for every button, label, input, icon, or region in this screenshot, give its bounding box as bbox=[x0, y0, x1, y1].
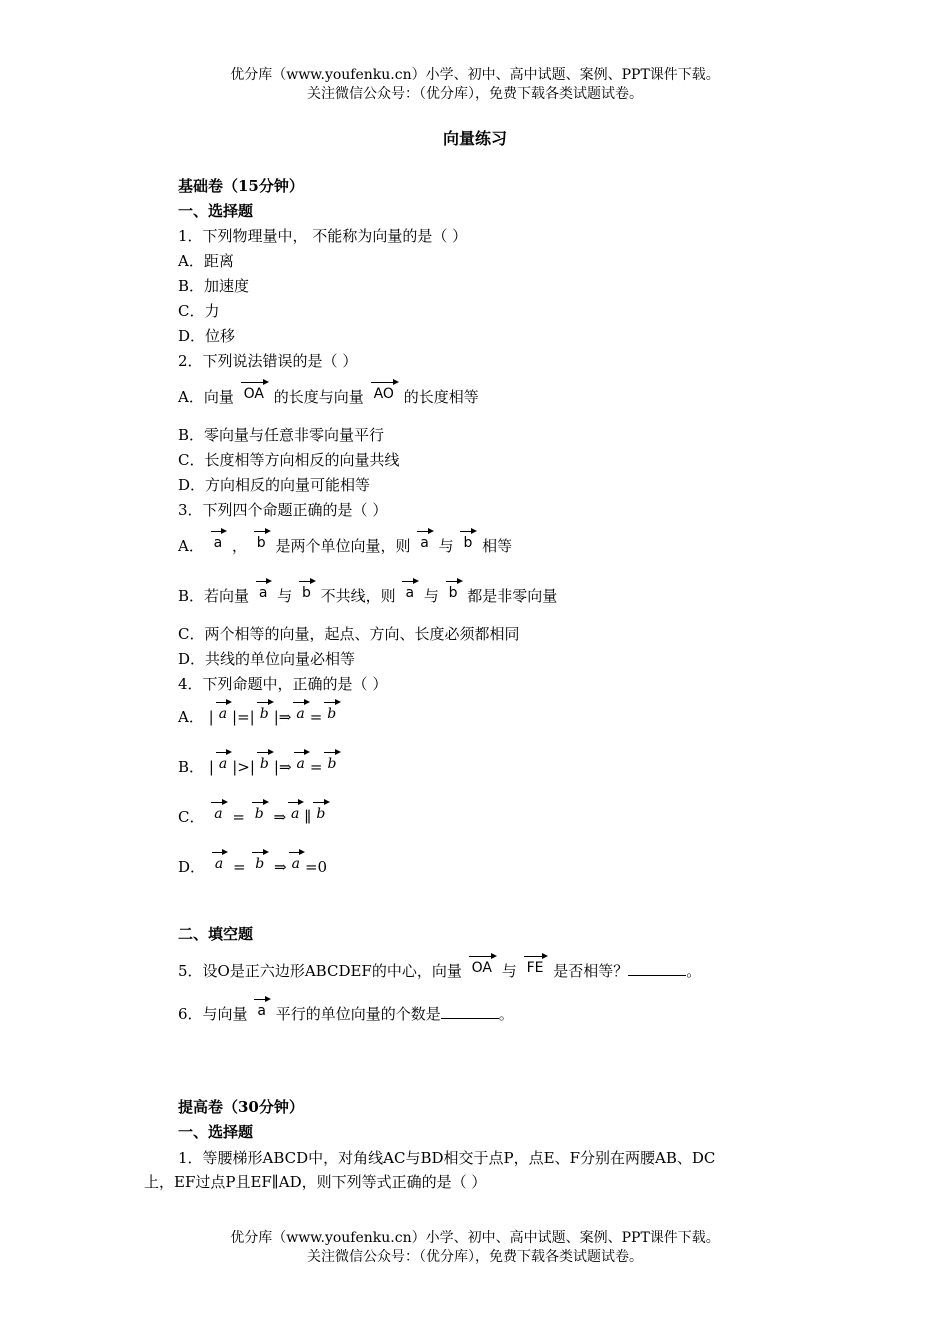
q5-pre: 5．设O是正六边形ABCDEF的中心，向量 bbox=[178, 962, 462, 980]
math-symbol: |⇒ bbox=[273, 708, 292, 726]
q5 bbox=[178, 960, 701, 981]
vector-b: b bbox=[257, 756, 272, 772]
math-symbol: ∥ bbox=[304, 808, 312, 826]
q2-a-mid: 的长度与向量 bbox=[273, 388, 364, 406]
q3-option-a bbox=[178, 535, 512, 556]
q2-stem: 2．下列说法错误的是（ ） bbox=[178, 352, 358, 370]
q4-option-c bbox=[178, 806, 330, 827]
q3-a-post: 相等 bbox=[482, 537, 513, 555]
answer-blank[interactable] bbox=[441, 1006, 499, 1019]
advanced-heading: 提高卷（30分钟） bbox=[178, 1098, 304, 1116]
adv-q1-line-1: 1．等腰梯形ABCD中，对角线AC与BD相交于点P，点E、F分别在两腰AB、DC bbox=[178, 1149, 716, 1167]
basic-section-1: 一、选择题 bbox=[178, 202, 254, 220]
q6 bbox=[178, 1003, 514, 1024]
advanced-section-1: 一、选择题 bbox=[178, 1123, 254, 1141]
vector-b: b bbox=[324, 706, 339, 722]
q3-a-and: 与 bbox=[438, 537, 454, 555]
answer-blank[interactable] bbox=[628, 963, 686, 976]
vector-b: b bbox=[252, 806, 267, 822]
q3-option-c: C．两个相等的向量，起点、方向、长度必须都相同 bbox=[178, 625, 520, 643]
vector-b: b bbox=[254, 535, 269, 551]
q2-option-a bbox=[178, 386, 479, 407]
q6-end: 。 bbox=[498, 1005, 514, 1023]
q4-option-d bbox=[178, 856, 327, 877]
q3-a-comma: ， bbox=[232, 537, 248, 555]
adv-q1-line-2: 上，EF过点P且EF∥AD，则下列等式正确的是（ ） bbox=[144, 1173, 487, 1191]
math-symbol: | bbox=[208, 758, 214, 776]
footer-line-2: 关注微信公众号：（优分库），免费下载各类试题试卷。 bbox=[307, 1249, 643, 1265]
q2-option-c: C．长度相等方向相反的向量共线 bbox=[178, 451, 400, 469]
q4-option-b bbox=[178, 756, 341, 777]
q3-a-pre: A． bbox=[178, 537, 204, 555]
q1-option-c: C．力 bbox=[178, 302, 220, 320]
vector-a: a bbox=[212, 856, 226, 872]
q6-post: 平行的单位向量的个数是 bbox=[275, 1005, 441, 1023]
vector-oa: OA bbox=[241, 386, 267, 402]
vector-ao: AO bbox=[371, 386, 397, 402]
vector-b: b bbox=[324, 756, 339, 772]
q4-c-label: C． bbox=[178, 808, 205, 826]
q3-b-post: 都是非零向量 bbox=[467, 587, 558, 605]
vector-b: b bbox=[313, 806, 328, 822]
q3-b-mid: 不共线，则 bbox=[320, 587, 396, 605]
q5-mid: 与 bbox=[501, 962, 517, 980]
q3-b-and: 与 bbox=[277, 587, 293, 605]
q2-a-post: 的长度相等 bbox=[403, 388, 479, 406]
header-line-1: 优分库（www.youfenku.cn）小学、初中、高中试题、案例、PPT课件下载。 bbox=[230, 67, 720, 83]
vector-a: a bbox=[254, 1003, 269, 1019]
vector-a: a bbox=[216, 756, 230, 772]
q1-option-a: A．距离 bbox=[178, 252, 234, 270]
footer-line-1: 优分库（www.youfenku.cn）小学、初中、高中试题、案例、PPT课件下载。 bbox=[230, 1230, 720, 1246]
vector-a: a bbox=[293, 706, 307, 722]
q4-b-label: B． bbox=[178, 758, 205, 776]
q3-b-pre: B．若向量 bbox=[178, 587, 250, 605]
q4-a-label: A． bbox=[178, 708, 204, 726]
vector-a: a bbox=[211, 806, 225, 822]
basic-section-2: 二、填空题 bbox=[178, 925, 254, 943]
q1-stem: 1．下列物理量中， 不能称为向量的是（ ） bbox=[178, 227, 468, 245]
vector-fe: FE bbox=[524, 960, 547, 976]
header-line-2: 关注微信公众号：（优分库），免费下载各类试题试卷。 bbox=[307, 86, 643, 102]
math-symbol: |⇒ bbox=[273, 758, 292, 776]
vector-b: b bbox=[257, 706, 272, 722]
vector-b: b bbox=[299, 585, 314, 601]
vector-a: a bbox=[216, 706, 230, 722]
math-symbol: = bbox=[309, 708, 323, 726]
q1-option-b: B．加速度 bbox=[178, 277, 250, 295]
q1-option-d: D．位移 bbox=[178, 327, 236, 345]
vector-a: a bbox=[288, 806, 302, 822]
vector-a: a bbox=[417, 535, 432, 551]
math-symbol: =0 bbox=[304, 858, 328, 876]
q2-a-pre: A．向量 bbox=[178, 388, 234, 406]
q3-option-d: D．共线的单位向量必相等 bbox=[178, 650, 356, 668]
q5-post: 是否相等？ bbox=[553, 962, 629, 980]
q3-a-mid: 是两个单位向量，则 bbox=[275, 537, 411, 555]
vector-a: a bbox=[289, 856, 303, 872]
math-symbol: ⇒ bbox=[269, 858, 287, 876]
vector-a: a bbox=[211, 535, 226, 551]
q4-d-label: D． bbox=[178, 858, 206, 876]
q5-end: 。 bbox=[686, 962, 702, 980]
q3-stem: 3．下列四个命题正确的是（ ） bbox=[178, 501, 388, 519]
math-symbol: | bbox=[208, 708, 214, 726]
q3-b-and-2: 与 bbox=[423, 587, 439, 605]
vector-a: a bbox=[402, 585, 417, 601]
vector-a: a bbox=[294, 756, 308, 772]
math-symbol: = bbox=[309, 758, 323, 776]
math-symbol: = bbox=[227, 808, 250, 826]
math-symbol: ⇒ bbox=[268, 808, 287, 826]
q3-option-b bbox=[178, 585, 557, 606]
basic-heading: 基础卷（15分钟） bbox=[178, 177, 304, 195]
vector-b: b bbox=[252, 856, 267, 872]
math-symbol: |=| bbox=[232, 708, 255, 726]
page-title: 向量练习 bbox=[442, 129, 507, 148]
vector-oa: OA bbox=[469, 960, 495, 976]
vector-b: b bbox=[446, 585, 461, 601]
q2-option-d: D．方向相反的向量可能相等 bbox=[178, 476, 371, 494]
math-symbol: = bbox=[228, 858, 251, 876]
vector-b: b bbox=[460, 535, 475, 551]
q6-pre: 6．与向量 bbox=[178, 1005, 248, 1023]
vector-a: a bbox=[256, 585, 271, 601]
q4-stem: 4．下列命题中，正确的是（ ） bbox=[178, 675, 388, 693]
q2-option-b: B．零向量与任意非零向量平行 bbox=[178, 426, 385, 444]
math-symbol: |>| bbox=[232, 758, 255, 776]
q4-option-a bbox=[178, 706, 341, 727]
